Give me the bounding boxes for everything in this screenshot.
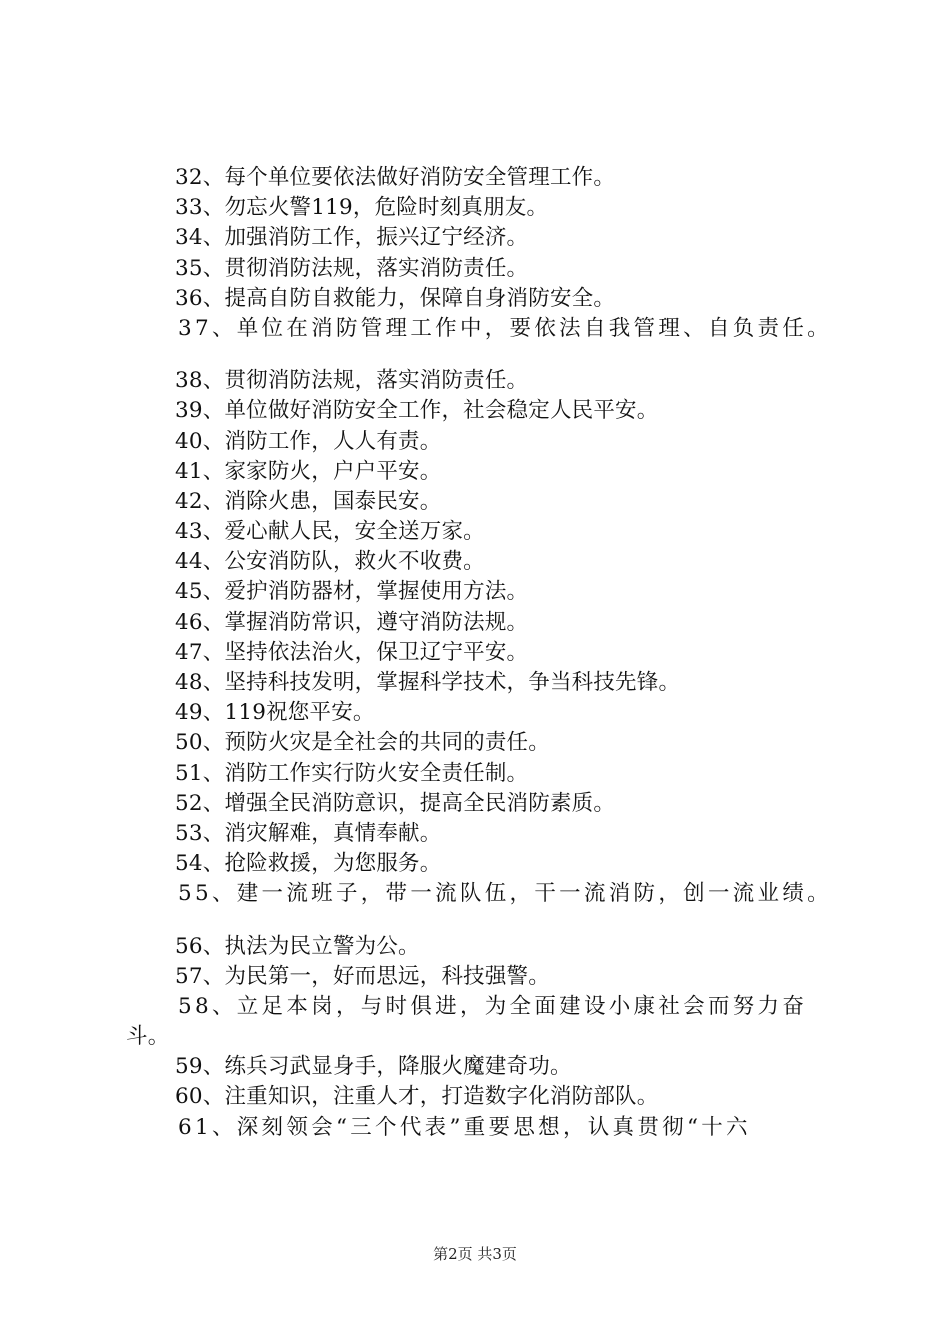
- slogan-line-34: 34、加强消防工作，振兴辽宁经济。: [175, 225, 529, 251]
- slogan-line-44: 44、公安消防队，救火不收费。: [175, 549, 485, 575]
- slogan-line-43: 43、爱心献人民，安全送万家。: [175, 519, 485, 545]
- slogan-line-42: 42、消除火患，国泰民安。: [175, 488, 442, 514]
- slogan-line-50: 50、预防火灾是全社会的共同的责任。: [175, 730, 550, 756]
- slogan-line-51: 51、消防工作实行防火安全责任制。: [175, 760, 529, 786]
- slogan-line-37: 37、单位在消防管理工作中，要依法自我管理、自负责任。: [178, 315, 832, 341]
- page-footer: 第2页 共3页: [433, 1245, 517, 1263]
- slogan-line-53: 53、消灾解难，真情奉献。: [175, 820, 442, 846]
- slogan-line-54: 54、抢险救援，为您服务。: [175, 851, 442, 877]
- slogan-list: [0, 163, 950, 1143]
- slogan-line-36: 36、提高自防自救能力，保障自身消防安全。: [175, 285, 616, 311]
- slogan-line-40: 40、消防工作，人人有责。: [175, 428, 442, 454]
- slogan-line-60: 60、注重知识，注重人才，打造数字化消防部队。: [175, 1084, 659, 1110]
- slogan-line-39: 39、单位做好消防安全工作，社会稳定人民平安。: [175, 398, 659, 424]
- slogan-line-33: 33、勿忘火警119，危险时刻真朋友。: [175, 195, 549, 221]
- slogan-line-35: 35、贯彻消防法规，落实消防责任。: [175, 255, 529, 281]
- slogan-line-32: 32、每个单位要依法做好消防安全管理工作。: [175, 165, 616, 190]
- slogan-line-46: 46、掌握消防常识，遵守消防法规。: [175, 609, 529, 635]
- slogan-line-61: 61、深刻领会“三个代表”重要思想，认真贯彻“十六: [178, 1114, 751, 1140]
- slogan-line-45: 45、爱护消防器材，掌握使用方法。: [175, 579, 529, 605]
- slogan-line-59: 59、练兵习武显身手，降服火魔建奇功。: [175, 1054, 572, 1080]
- slogan-line-58: 58、立足本岗，与时俱进，为全面建设小康社会而努力奋: [178, 993, 808, 1019]
- slogan-line-52: 52、增强全民消防意识，提高全民消防素质。: [175, 790, 616, 816]
- slogan-line-48: 48、坚持科技发明，掌握科学技术，争当科技先锋。: [175, 670, 681, 695]
- slogan-line-38: 38、贯彻消防法规，落实消防责任。: [175, 368, 529, 394]
- slogan-line-56: 56、执法为民立警为公。: [175, 933, 420, 959]
- slogan-line-55: 55、建一流班子，带一流队伍，干一流消防，创一流业绩。: [178, 881, 832, 907]
- slogan-line-57: 57、为民第一，好而思远，科技强警。: [175, 963, 550, 989]
- slogan-line-58-continuation: 斗。: [126, 1024, 170, 1050]
- slogan-line-49: 49、119祝您平安。: [175, 700, 375, 726]
- slogan-line-47: 47、坚持依法治火，保卫辽宁平安。: [175, 639, 529, 665]
- slogan-line-41: 41、家家防火，户户平安。: [175, 458, 442, 484]
